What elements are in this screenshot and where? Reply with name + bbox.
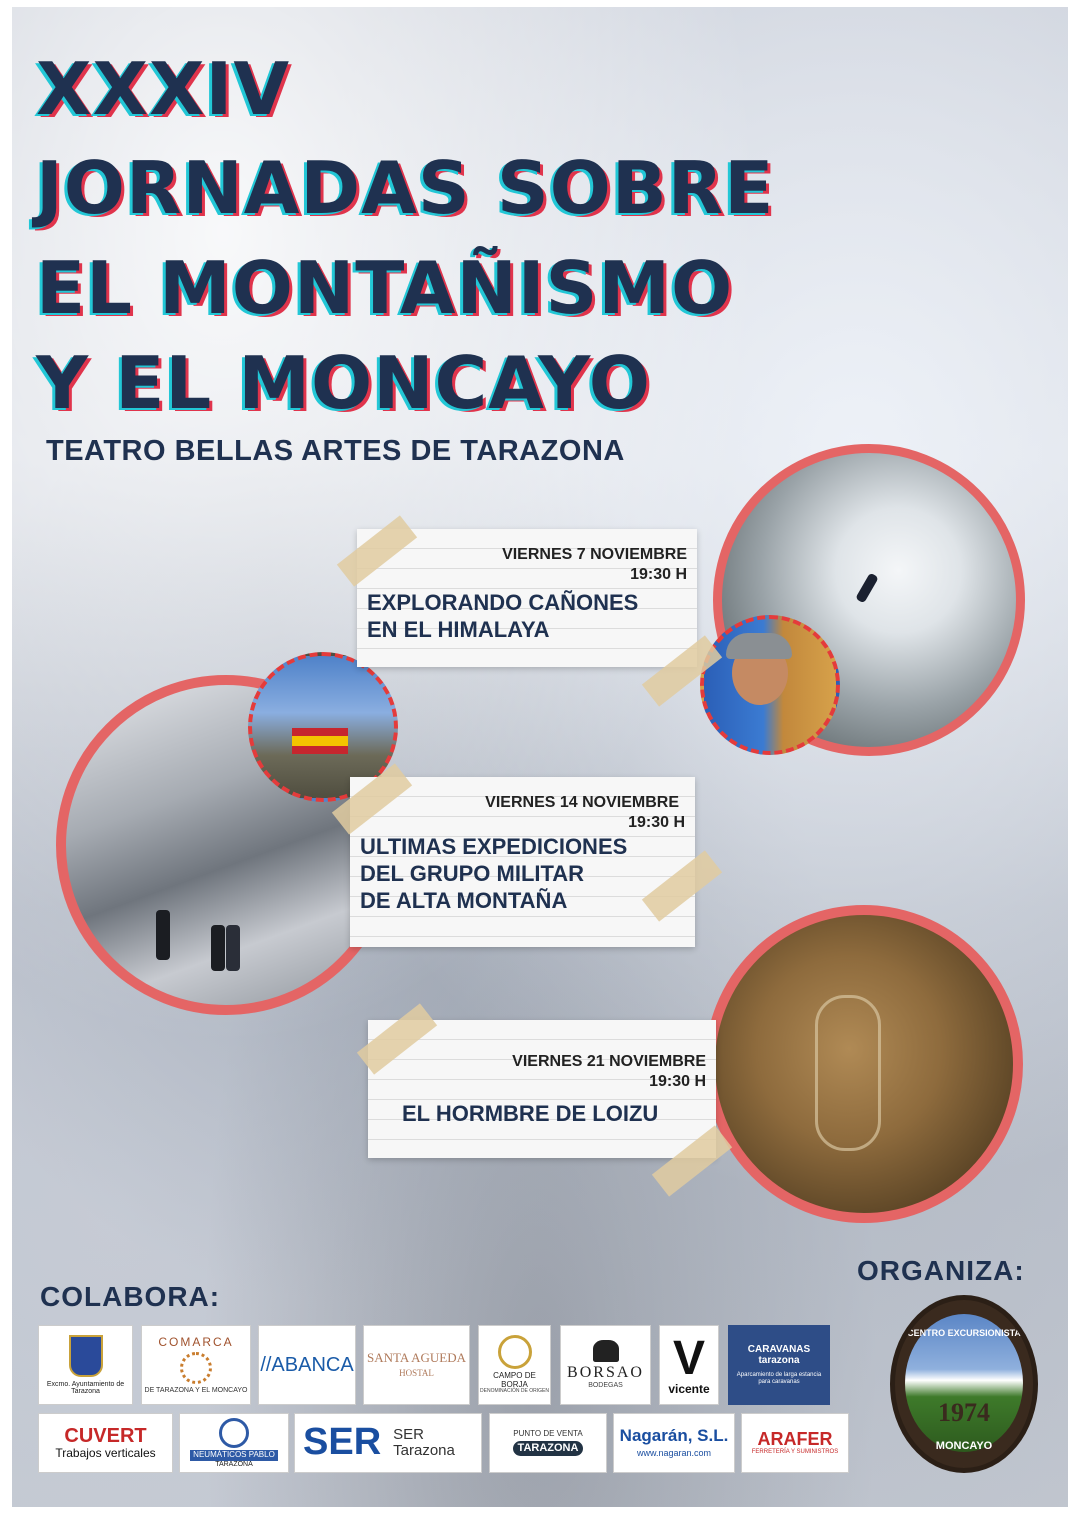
logo-subtext: BODEGAS (588, 1382, 623, 1390)
talk-3-date: VIERNES 21 NOVIEMBRE (512, 1053, 706, 1070)
logo-abanca (258, 1325, 356, 1405)
organizer-emblem (890, 1295, 1038, 1473)
logo-subtext: TARAZONA (513, 1441, 584, 1457)
logo-campo-de-borja (478, 1325, 551, 1405)
logo-vicente (659, 1325, 719, 1405)
logo-text: ARAFER (757, 1429, 833, 1450)
logo-subtext: vicente (668, 1381, 710, 1396)
logo-text: SANTA AGUEDA (367, 1350, 466, 1366)
logo-text: V (672, 1331, 705, 1385)
logo-text: SER (393, 1426, 424, 1444)
logo-subtext: FERRETERÍA Y SUMINISTROS (751, 1449, 839, 1456)
logo-ser-tarazona (294, 1413, 482, 1473)
poster (12, 7, 1068, 1507)
organizer-top-text: CENTRO EXCURSIONISTA (907, 1328, 1021, 1338)
venue: TEATRO BELLAS ARTES DE TARAZONA (46, 435, 625, 467)
logo-subtext: www.nagaran.com (636, 1448, 712, 1459)
logo-text: CAMPO DE BORJA (493, 1371, 536, 1389)
talk-2-title-line-1: ULTIMAS EXPEDICIONES (360, 834, 628, 859)
logo-text: Nagarán, S.L. (619, 1426, 729, 1446)
logo-santa-agueda (363, 1325, 470, 1405)
logo-punto-de-venta-tarazona (489, 1413, 607, 1473)
logo-subtext: DENOMINACIÓN DE ORIGEN (480, 1388, 549, 1395)
talk-1-title-line-2: EN EL HIMALAYA (367, 617, 550, 642)
logo-subtext: HOSTAL (399, 1368, 434, 1379)
portrait-photo (700, 615, 840, 755)
logo-subtext: TARAZONA (215, 1460, 253, 1468)
talk-2-title-line-3: DE ALTA MONTAÑA (360, 888, 568, 913)
talk-1-time: 19:30 H (630, 566, 687, 583)
logo-subtext: DE TARAZONA Y EL MONCAYO (144, 1386, 248, 1394)
talk-2-date: VIERNES 14 NOVIEMBRE (485, 794, 679, 811)
logo-text: //ABANCA (260, 1353, 354, 1376)
talk-2-time: 19:30 H (628, 814, 685, 831)
talk-1-date: VIERNES 7 NOVIEMBRE (502, 546, 687, 563)
talk-card-1 (357, 529, 697, 667)
logo-ayuntamiento-tarazona (38, 1325, 133, 1405)
ser-tarazona-text (393, 1427, 455, 1459)
talk-3-time: 19:30 H (649, 1073, 706, 1090)
logo-text: BORSAO (567, 1364, 644, 1382)
logo-comarca (141, 1325, 251, 1405)
logo-subtext: Tarazona (393, 1442, 455, 1459)
logo-arafer (741, 1413, 849, 1473)
talk-3-title: EL HORMBRE DE LOIZU (402, 1101, 659, 1126)
logo-text: Excmo. Ayuntamiento de Tarazona (46, 1380, 125, 1395)
talk-card-2 (350, 777, 695, 947)
skeleton-cave-photo (705, 905, 1023, 1223)
edition-number: XXXIV (36, 47, 291, 131)
logo-borsao (560, 1325, 651, 1405)
title-line-2: EL MONTAÑISMO (36, 246, 734, 330)
talk-2-title-line-2: DEL GRUPO MILITAR (360, 861, 585, 886)
logo-caravanas-tarazona (728, 1325, 830, 1405)
logo-subtext: Aparcamiento de larga estancia para caravanas (736, 1372, 822, 1385)
logo-text: COMARCA (158, 1335, 234, 1350)
logo-subtext: Trabajos verticales (55, 1446, 156, 1461)
title-line-3: Y EL MONCAYO (36, 341, 651, 425)
colabora-label: COLABORA: (40, 1281, 221, 1312)
logo-neumaticos-pablo (179, 1413, 289, 1473)
title-line-1: JORNADAS SOBRE (36, 146, 775, 230)
logo-cuvert (38, 1413, 173, 1473)
logo-text: PUNTO DE VENTA (513, 1428, 583, 1438)
organizer-year: 1974 (938, 1398, 990, 1427)
organiza-label: ORGANIZA: (857, 1255, 1025, 1286)
logo-text: SER (303, 1421, 382, 1464)
talk-1-title-line-1: EXPLORANDO CAÑONES (367, 590, 639, 615)
logo-text: CARAVANAS tarazona (747, 1344, 811, 1366)
logo-nagaran (613, 1413, 735, 1473)
logo-text: NEUMÁTICOS PABLO (190, 1450, 278, 1460)
organizer-bottom-text: MONCAYO (935, 1440, 993, 1452)
talk-card-3 (368, 1020, 716, 1158)
logo-text: CUVERT (64, 1425, 147, 1448)
